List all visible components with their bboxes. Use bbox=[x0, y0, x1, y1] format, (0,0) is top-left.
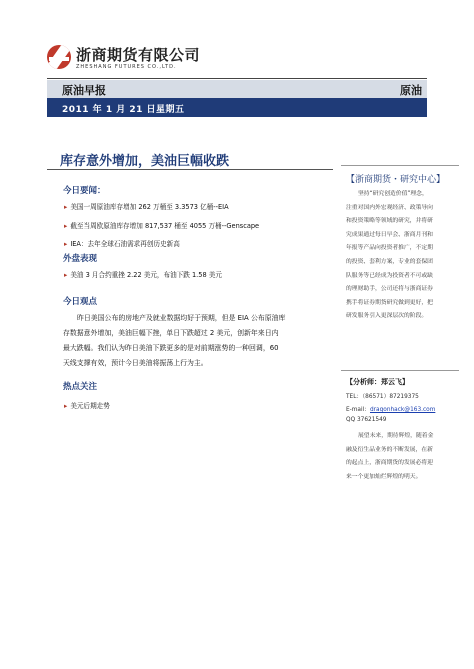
intro-line: 年报等产品向投资者推广，不定期 bbox=[346, 245, 433, 252]
section-heading-news: 今日要闻： bbox=[63, 186, 106, 196]
intro-line: 坚持“研究创造价值”理念， bbox=[358, 191, 428, 197]
outlook-line: 来一个更加灿烂辉煌的明天。 bbox=[346, 473, 422, 480]
analyst-tel: TEL：（86571）87219375 bbox=[346, 394, 419, 400]
email-label: E-mail： bbox=[346, 407, 370, 413]
analyst-email-link[interactable]: dragonhack@163.com bbox=[369, 407, 436, 413]
outlook-line: 融及衍生品业务的不断发展，在新 bbox=[346, 446, 433, 453]
view-paragraph bbox=[63, 311, 341, 371]
intro-line: 的理财助手，公司还将与浙商证券 bbox=[346, 286, 433, 293]
sidebar-intro bbox=[346, 188, 458, 326]
intro-line: 究成果通过每日早会、浙商月刊和 bbox=[346, 231, 433, 238]
focus-item: ▸ 美元后期走势 bbox=[64, 400, 110, 410]
view-line: 天线支撑有效，预计今日美油将振荡上行为主。 bbox=[63, 359, 208, 367]
title-divider bbox=[47, 169, 333, 170]
view-line: 最大跌幅。我们认为昨日美油下跌更多的是对前期涨势的一种回调，60 bbox=[63, 344, 279, 352]
intro-line: 队服务等已经成为投资者不可或缺 bbox=[346, 272, 433, 279]
intro-line: 研发服务引入更深层次的阶段。 bbox=[346, 313, 428, 320]
company-name-en: ZHESHANG FUTURES CO.,LTD. bbox=[76, 64, 177, 70]
analyst-email-row bbox=[346, 404, 435, 413]
section-heading-market: 外盘表现 bbox=[63, 254, 98, 264]
analyst-qq: QQ 37621549 bbox=[346, 417, 387, 423]
report-type: 原油早报 bbox=[62, 84, 106, 97]
sidebar-title: 【浙商期货・研究中心】 bbox=[346, 175, 446, 185]
commodity-label: 原油 bbox=[400, 84, 422, 97]
view-line: 存数据意外增加，美油巨幅下挫，单日下跌超过 2 美元，创新年来日内 bbox=[63, 329, 279, 337]
company-logo-icon bbox=[47, 45, 71, 69]
section-heading-view: 今日观点 bbox=[63, 297, 98, 307]
intro-line: 和投资策略等领域的研究，并将研 bbox=[346, 218, 433, 225]
news-item: ▸ IEA：去年全球石油需求再创历史新高 bbox=[64, 238, 180, 248]
header-divider bbox=[47, 78, 427, 79]
report-date: 2011 年 1 月 21 日星期五 bbox=[62, 105, 185, 115]
section-heading-focus: 热点关注 bbox=[63, 382, 98, 392]
market-item: ▸ 美油 3 月合约重挫 2.22 美元，布油下跌 1.58 美元 bbox=[64, 269, 222, 279]
outlook-line: 的起点上，浙商期货的发展必将迎 bbox=[346, 460, 433, 467]
report-title: 库存意外增加，美油巨幅收跌 bbox=[60, 154, 230, 169]
intro-line: 注重对国内外宏观经济、政策导向 bbox=[346, 204, 433, 211]
sidebar-outlook bbox=[346, 430, 458, 484]
outlook-line: 展望未来，期待辉煌，随着金 bbox=[358, 433, 434, 439]
sidebar-divider bbox=[341, 165, 459, 166]
sidebar-divider bbox=[341, 370, 459, 371]
news-item: ▸ 美国一周原油库存增加 262 万桶至 3.3573 亿桶--EIA bbox=[64, 201, 229, 211]
company-name-cn: 浙商期货有限公司 bbox=[76, 46, 201, 64]
analyst-label: 【分析师：郑云飞】 bbox=[346, 378, 409, 386]
news-item: ▸ 截至当周欧原油库存增加 817,537 桶至 4055 万桶--Genscape bbox=[64, 220, 259, 230]
intro-line: 的投资、套利方案，专业的套保团 bbox=[346, 258, 433, 265]
view-line: 昨日美国公布的房地产及就业数据均好于预期，但是 EIA 公布原油库 bbox=[77, 314, 286, 322]
intro-line: 携手将证券期货研究做到更好，把 bbox=[346, 299, 433, 306]
